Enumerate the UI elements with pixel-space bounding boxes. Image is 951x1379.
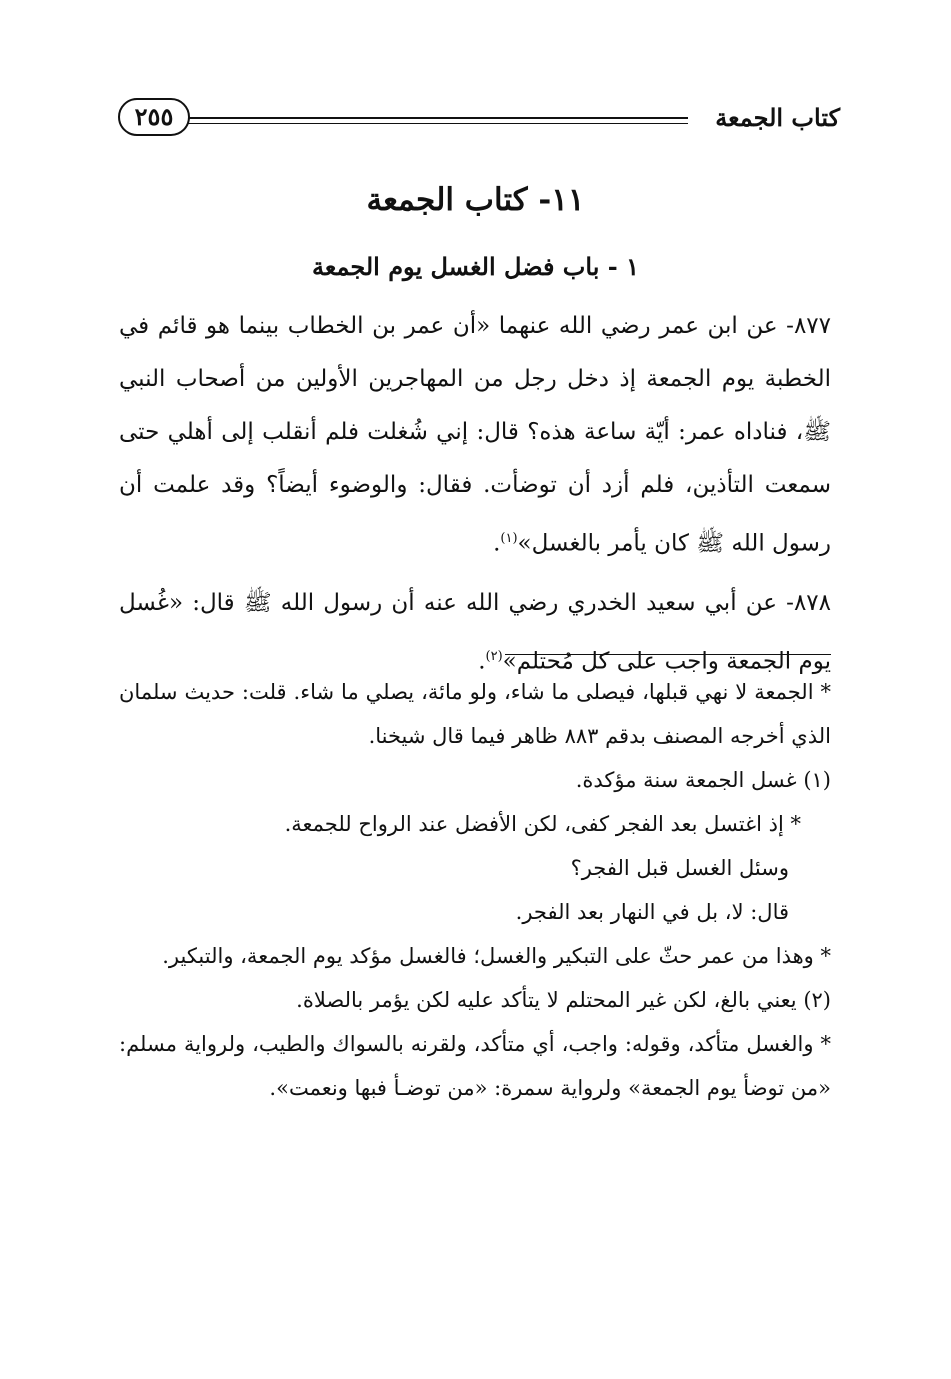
footnote-comment: * الجمعة لا نهي قبلها، فيصلى ما شاء، ولو مائة، يصلي ما شاء. قلت: حديث سلمان الذي أخرجه المصنف بدقم ٨٨٣ ظاهر فيما قال شيخنا. <box>119 680 831 748</box>
hadith-878-text: ٨٧٨- عن أبي سعيد الخدري رضي الله عنه أن رسول الله ﷺ قال: «غُسل يوم الجمعة واجب على كل مُحتلم» <box>119 589 831 675</box>
footnote-question: وسئل الغسل قبل الفجر؟ <box>570 856 789 880</box>
hadith-878-end: . <box>478 648 486 675</box>
main-text <box>119 300 831 688</box>
hadith-877-end: . <box>493 530 501 557</box>
header-rule-bottom <box>188 123 688 124</box>
footnote-comment: * والغسل متأكد، وقوله: واجب، أي متأكد، ولقرنه بالسواك والطيب، ولرواية مسلم: «من توضأ يوم الجمعة» ولرواية سمرة: «من توضـأ فبها ونعمت». <box>119 1032 831 1100</box>
running-header <box>118 95 840 165</box>
hadith-877-text: ٨٧٧- عن ابن عمر رضي الله عنهما «أن عمر بن الخطاب بينما هو قائم في الخطبة يوم الجمعة إذ دخل رجل من المهاجرين الأولين من أصحاب النبي ﷺ، فناداه عمر: أيّة ساعة هذه؟ قال: إني شُغلت فلم أنقلب إلى أهلي حتى سمعت التأذين، فلم أزد أن توضأت. فقال: والوضوء أيضاً؟ وقد علمت أن رسول الله ﷺ كان يأمر بالغسل» <box>119 313 832 557</box>
footnotes <box>119 670 831 1110</box>
header-double-rule <box>188 117 688 127</box>
hadith-877 <box>119 300 831 571</box>
chapter-title: ١١- كتاب الجمعة <box>366 182 585 218</box>
page-number-badge: ٢٥٥ <box>118 98 190 136</box>
section-title: ١ - باب فضل الغسل يوم الجمعة <box>312 252 639 281</box>
footnote-separator <box>505 654 831 655</box>
running-title: كتاب الجمعة <box>715 103 840 132</box>
footnote-comment: * إذ اغتسل بعد الفجر كفى، لكن الأفضل عند الرواح للجمعة. <box>284 812 801 836</box>
footnote-answer: قال: لا، بل في النهار بعد الفجر. <box>515 900 789 924</box>
footnote-2: (٢) يعني بالغ، لكن غير المحتلم لا يتأكد عليه لكن يؤمر بالصلاة. <box>296 988 831 1012</box>
header-rule-top <box>188 117 688 119</box>
footnote-1: (١) غسل الجمعة سنة مؤكدة. <box>575 768 831 792</box>
footnote-comment: * وهذا من عمر حثّ على التبكير والغسل؛ فالغسل مؤكد يوم الجمعة، والتبكير. <box>162 944 831 968</box>
footnote-ref-2: (٢) <box>485 648 503 664</box>
footnote-ref-1: (١) <box>500 531 518 546</box>
